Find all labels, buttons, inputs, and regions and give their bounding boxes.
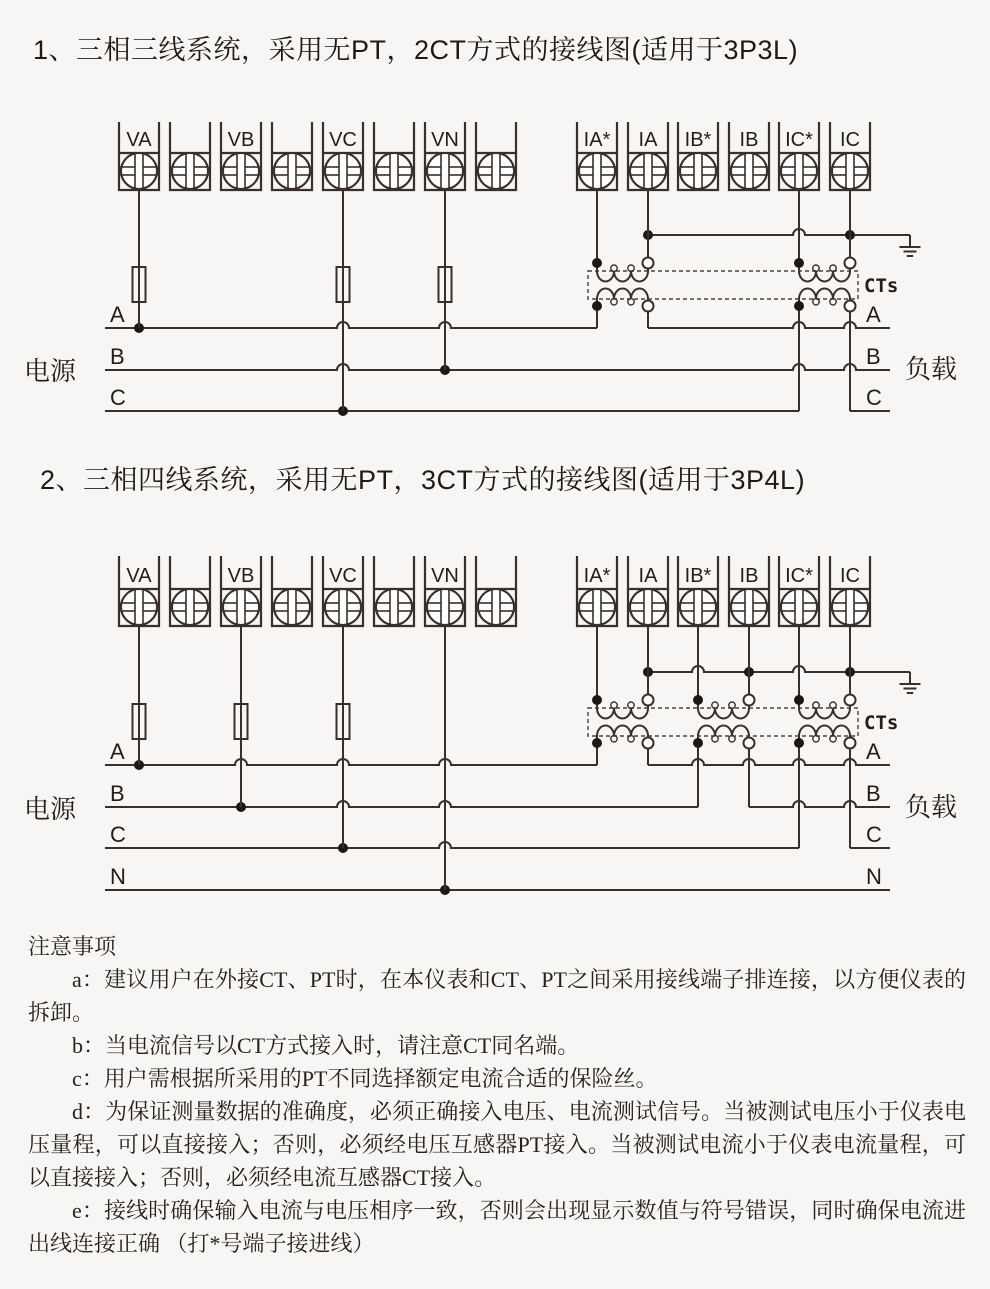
- terminal-vn: [425, 122, 465, 190]
- terminal-label: IA: [638, 129, 658, 151]
- screw-cross-icon: [186, 589, 194, 625]
- nonpolarity-circle: [643, 738, 654, 749]
- phase-label-right: B: [866, 781, 881, 806]
- terminal-unused: [170, 556, 210, 626]
- screw-cross-icon: [492, 153, 500, 189]
- terminal-vb: [221, 556, 261, 626]
- screw-cross-icon: [186, 153, 194, 189]
- ct-primary-winding: [597, 726, 648, 737]
- screw-cross-icon: [135, 153, 143, 189]
- terminal-label: IA*: [583, 129, 611, 151]
- terminal-strip: [119, 556, 870, 626]
- terminal-unused: [272, 122, 312, 190]
- terminal-ib: [729, 556, 769, 626]
- terminal-ic-star: [779, 122, 819, 190]
- terminal-ib-star: [678, 122, 718, 190]
- terminal-ic-star: [779, 556, 819, 626]
- screw-cross-icon: [694, 589, 702, 625]
- screw-cross-icon: [644, 153, 652, 189]
- ct-primary-winding: [698, 726, 749, 737]
- notes-heading: 注意事项: [28, 934, 117, 959]
- screw-cross-icon: [288, 589, 296, 625]
- phase-line: [105, 822, 890, 853]
- nonpolarity-circle: [845, 258, 856, 269]
- screw-cross-icon: [644, 589, 652, 625]
- screw-cross-icon: [339, 589, 347, 625]
- phase-label-left: B: [110, 781, 125, 806]
- terminal-vc: [323, 556, 363, 626]
- phase-line: [105, 302, 890, 333]
- notes-list: [28, 963, 966, 1260]
- screw-cross-icon: [745, 589, 753, 625]
- ct-primary-winding: [799, 289, 850, 300]
- terminal-ia-star: [577, 122, 617, 190]
- load-label: 负载: [905, 354, 958, 384]
- terminal-ia: [628, 556, 668, 626]
- diagram2-title: 2、三相四线系统，采用无PT，3CT方式的接线图(适用于3P4L): [40, 465, 806, 495]
- screw-cross-icon: [390, 589, 398, 625]
- screw-cross-icon: [441, 589, 449, 625]
- note-item: b：当电流信号以CT方式接入时，请注意CT同名端。: [72, 1033, 580, 1058]
- phase-label-right: N: [866, 864, 882, 889]
- terminal-label: VA: [126, 129, 152, 151]
- phase-label-right: C: [866, 822, 882, 847]
- polarity-dot: [693, 738, 703, 748]
- screw-cross-icon: [593, 589, 601, 625]
- nonpolarity-circle: [643, 258, 654, 269]
- polarity-dot: [592, 258, 602, 268]
- screw-cross-icon: [492, 589, 500, 625]
- phase-label-right: B: [866, 344, 881, 369]
- ct-secondary-winding: [597, 708, 648, 719]
- source-label: 电源: [24, 794, 77, 824]
- terminal-ia-star: [577, 556, 617, 626]
- screw-cross-icon: [441, 153, 449, 189]
- screw-cross-icon: [694, 153, 702, 189]
- notes-section: [28, 930, 966, 1260]
- screw-cross-icon: [795, 153, 803, 189]
- phase-label-right: A: [866, 302, 881, 327]
- terminal-va: [119, 556, 159, 626]
- screw-cross-icon: [390, 153, 398, 189]
- terminal-unused: [374, 122, 414, 190]
- phase-line: [105, 344, 890, 375]
- ct-symbol: [794, 258, 856, 312]
- terminal-ic: [830, 122, 870, 190]
- terminal-ib: [729, 122, 769, 190]
- ct-symbol: [592, 258, 654, 312]
- screw-cross-icon: [795, 589, 803, 625]
- screw-cross-icon: [846, 589, 854, 625]
- screw-cross-icon: [237, 153, 245, 189]
- phase-line: [105, 385, 890, 416]
- phase-label-left: C: [110, 385, 126, 410]
- terminal-unused: [476, 122, 516, 190]
- phase-label-left: A: [110, 739, 125, 764]
- terminal-strip: [119, 122, 870, 190]
- nonpolarity-circle: [845, 738, 856, 749]
- ct-secondary-winding: [799, 708, 850, 719]
- terminal-label: VN: [431, 565, 459, 587]
- terminal-ic: [830, 556, 870, 626]
- polarity-dot: [592, 695, 602, 705]
- nonpolarity-circle: [643, 301, 654, 312]
- phase-label-left: C: [110, 822, 126, 847]
- terminal-label: IC: [840, 565, 860, 587]
- ct-secondary-winding: [597, 271, 648, 282]
- ct-symbol: [592, 695, 654, 749]
- ct-secondary-winding: [799, 271, 850, 282]
- note-item: d：为保证测量数据的准确度，必须正确接入电压、电流测试信号。当被测试电压小于仪表电压量程，可以直接接入；否则，必须经电压互感器PT接入。当被测试电流小于仪表电流量程，可以直接接入；否则，必须经电流互感器CT接入。: [28, 1099, 966, 1190]
- terminal-unused: [476, 556, 516, 626]
- screw-cross-icon: [846, 153, 854, 189]
- terminal-unused: [170, 122, 210, 190]
- terminal-label: VB: [227, 129, 255, 151]
- note-item: a：建议用户在外接CT、PT时，在本仪表和CT、PT之间采用接线端子排连接，以方便仪表的拆卸。: [28, 967, 966, 1025]
- terminal-label: IC*: [785, 129, 813, 151]
- current-wiring: [597, 190, 850, 411]
- ct-secondary-common: [643, 666, 921, 693]
- ct-secondary-common: [643, 229, 921, 256]
- current-wiring: [597, 626, 850, 848]
- nonpolarity-circle: [643, 695, 654, 706]
- terminal-label: IB: [739, 565, 759, 587]
- screw-cross-icon: [745, 153, 753, 189]
- voltage-wiring: [133, 626, 446, 890]
- screw-cross-icon: [593, 153, 601, 189]
- phase-label-left: A: [110, 302, 125, 327]
- polarity-dot: [794, 695, 804, 705]
- voltage-wiring: [133, 190, 452, 411]
- cts-label: CTs: [864, 712, 899, 734]
- terminal-unused: [272, 556, 312, 626]
- terminal-label: VC: [329, 565, 357, 587]
- cts-label: CTs: [864, 275, 899, 297]
- polarity-dot: [794, 738, 804, 748]
- nonpolarity-circle: [744, 695, 755, 706]
- terminal-ib-star: [678, 556, 718, 626]
- ct-symbol: [794, 695, 856, 749]
- terminal-label: IB*: [684, 129, 712, 151]
- phase-line: [105, 864, 890, 895]
- terminal-label: IB*: [684, 565, 712, 587]
- screw-cross-icon: [237, 589, 245, 625]
- ct-symbol: [693, 695, 755, 749]
- load-label: 负载: [905, 792, 958, 822]
- terminal-label: IC*: [785, 565, 813, 587]
- phase-line: [105, 781, 890, 812]
- ground-icon: [900, 235, 921, 256]
- ct-primary-winding: [597, 289, 648, 300]
- terminal-label: VN: [431, 129, 459, 151]
- terminal-label: IA: [638, 565, 658, 587]
- phase-label-right: A: [866, 739, 881, 764]
- nonpolarity-circle: [744, 738, 755, 749]
- screw-cross-icon: [135, 589, 143, 625]
- polarity-dot: [794, 258, 804, 268]
- terminal-ia: [628, 122, 668, 190]
- phase-label-left: N: [110, 864, 126, 889]
- diagram1-title: 1、三相三线系统，采用无PT，2CT方式的接线图(适用于3P3L): [33, 35, 799, 65]
- screw-cross-icon: [339, 153, 347, 189]
- diagram-3p3l: [24, 122, 957, 416]
- note-item: c：用户需根据所采用的PT不同选择额定电流合适的保险丝。: [72, 1066, 658, 1091]
- terminal-label: VB: [227, 565, 255, 587]
- terminal-vb: [221, 122, 261, 190]
- source-label: 电源: [24, 356, 77, 386]
- ct-secondary-winding: [698, 708, 749, 719]
- phase-label-right: C: [866, 385, 882, 410]
- polarity-dot: [592, 301, 602, 311]
- polarity-dot: [592, 738, 602, 748]
- nonpolarity-circle: [845, 301, 856, 312]
- ct-primary-winding: [799, 726, 850, 737]
- nonpolarity-circle: [845, 695, 856, 706]
- terminal-vn: [425, 556, 465, 626]
- polarity-dot: [794, 301, 804, 311]
- terminal-label: IB: [739, 129, 759, 151]
- terminal-va: [119, 122, 159, 190]
- phase-label-left: B: [110, 344, 125, 369]
- terminal-label: IC: [840, 129, 860, 151]
- phase-line: [105, 739, 890, 770]
- terminal-label: IA*: [583, 565, 611, 587]
- screw-cross-icon: [288, 153, 296, 189]
- terminal-vc: [323, 122, 363, 190]
- diagram-3p4l: [24, 556, 957, 895]
- terminal-label: VA: [126, 565, 152, 587]
- terminal-unused: [374, 556, 414, 626]
- terminal-label: VC: [329, 129, 357, 151]
- ground-icon: [900, 672, 921, 693]
- polarity-dot: [693, 695, 703, 705]
- note-item: e：接线时确保输入电流与电压相序一致，否则会出现显示数值与符号错误，同时确保电流进出线连接正确 （打*号端子接进线）: [28, 1198, 966, 1256]
